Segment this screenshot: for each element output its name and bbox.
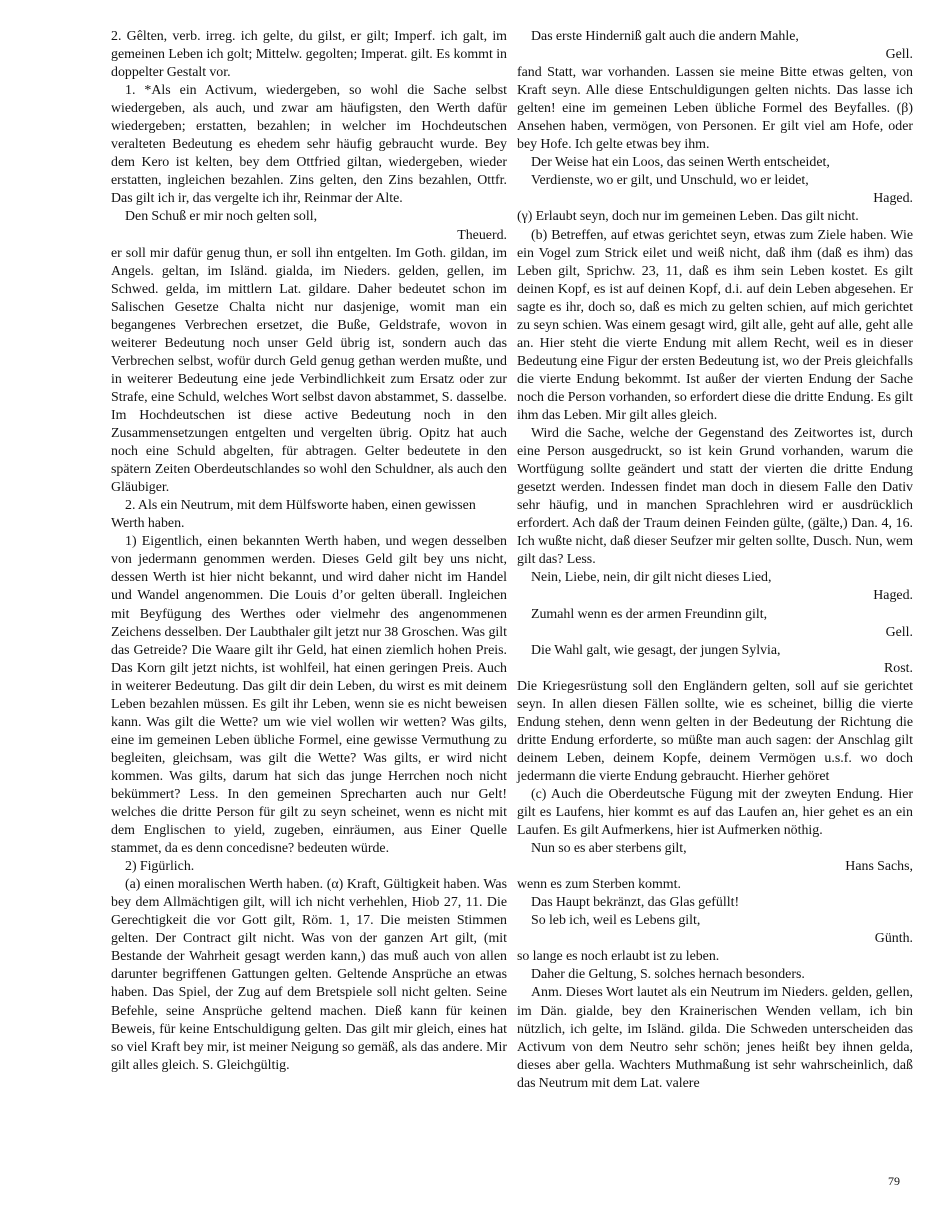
- source-attribution: Rost.: [884, 660, 913, 676]
- paragraph: Daher die Geltung, S. solches hernach besonders.: [531, 967, 805, 983]
- paragraph: fand Statt, war vorhanden. Lassen sie meine Bitte etwas gelten, von Kraft seyn. Alle diese Entschuldigungen gelten nichts. Das lasse ich gelten! eine im gemeinen Leben übliche Formel des Beyfalles. (β) Ansehen haben, vermögen, von Personen. Er gilt viel am Hofe, oder bey Hofe. Ich gelte etwas bey ihm.: [517, 65, 913, 153]
- paragraph: 2. Gêlten, verb. irreg. ich gelte, du gilst, er gilt; Imperf. ich galt, im gemeinen Leben ich golt; Mittelw. gegolten; Imperat. gilt. Es kommt in doppelter Gestalt vor.: [111, 29, 507, 81]
- verse-line: Nun so es aber sterbens gilt,: [531, 841, 687, 857]
- paragraph: Die Kriegesrüstung soll den Engländern gelten, soll auf sie gerichtet seyn. In allen diesen Fällen sollte, wie es scheinet, billig die vierte Endung stehen, denn wenn gelten in der Bedeutung der Richtung die dritte Endung erforderte, so müßte man auch sagen: der Anschlag gilt deinem Leben, deinem Kopfe, deinem Vermögen u.s.f. wo doch jedermann die vierte Endung gebraucht. Hierher gehöret: [517, 678, 913, 784]
- verse-line: Der Weise hat ein Loos, das seinen Werth entscheidet,: [531, 155, 830, 171]
- paragraph: wenn es zum Sterben kommt.: [517, 877, 681, 893]
- verse-line: Verdienste, wo er gilt, und Unschuld, wo er leidet,: [531, 173, 809, 189]
- source-attribution: Haged.: [873, 588, 913, 604]
- source-attribution: Günth.: [874, 931, 913, 947]
- verse-line: Nein, Liebe, nein, dir gilt nicht dieses Lied,: [531, 570, 772, 586]
- verse-line: Die Wahl galt, wie gesagt, der jungen Sylvia,: [531, 642, 781, 658]
- verse-line: Das Haupt bekränzt, das Glas gefüllt!: [531, 895, 740, 911]
- verse-line: Das erste Hinderniß galt auch die andern Mahle,: [531, 29, 799, 44]
- source-attribution: Hans Sachs,: [845, 859, 913, 875]
- paragraph: 2) Figürlich.: [125, 859, 195, 875]
- left-column: [111, 28, 507, 1075]
- right-column: [517, 28, 913, 1093]
- paragraph: 1) Eigentlich, einen bekannten Werth haben, und wegen desselben von jedermann genommen werden. Dieses Geld gilt bey uns nicht, dessen Werth ist hier nicht bekannt, und wird daher nicht im Handel und Wandel angenommen. Die Louis d’or gelten überall. Ingleichen mit Beyfügung des Werthes oder vielmehr des angenommenen Zeichens desselben. Der Laubthaler gilt jetzt nur 38 Groschen. Was gilt das Getreide? Die Waare gilt ihr Geld, hat einen ziemlich hohen Preis. Das Korn gilt jetzt nichts, ist wohlfeil, hat einen geringen Preis. Auch in weiterer Bedeutung. Das gilt dir dein Leben, du wirst es mit deinem Leben bezahlen müssen. Es gilt ihr Leben, wenn sie es nicht beweisen kann. Was gilt die Wette? um wie viel wollen wir wetten? Was gilts, eine im gemeinen Leben übliche Formel, eine gewisse Vermuthung zu begleiten, gleichsam, was gilt die Wette? Was gilts, er wird nicht kommen. Was gilts, darum hat sich das junge Herrchen noch nicht bekümmert? Less. In den gemeinen Sprecharten auch nur Gelt! welches die dritte Person für gilt zu seyn scheinet, wenn es nicht mit dem Englischen to yield, zugeben, einräumen, aus Einer Quelle stammet, da es denn concedisne? bedeuten würde.: [111, 534, 507, 857]
- paragraph: (c) Auch die Oberdeutsche Fügung mit der zweyten Endung. Hier gilt es Laufens, hier kommt es auf das Laufen an, hier gehet es an ein Laufen. Es gilt Aufmerkens, hier ist Aufmerken nöthig.: [517, 786, 913, 839]
- verse-line: Den Schuß er mir noch gelten soll,: [125, 209, 318, 225]
- source-attribution: Gell.: [885, 47, 913, 63]
- paragraph: so lange es noch erlaubt ist zu leben.: [517, 949, 720, 965]
- source-attribution: Theuerd.: [457, 227, 507, 243]
- verse-line: So leb ich, weil es Lebens gilt,: [531, 913, 701, 929]
- verse-line: Zumahl wenn es der armen Freundinn gilt,: [531, 606, 768, 622]
- paragraph: er soll mir dafür genug thun, er soll ihn entgelten. Im Goth. gildan, im Angels. geltan, im Isländ. gialda, im Nieders. gelden, gellen, im Schwed. gelda, im mittlern Lat. gildare. Daher bedeutet schon im Salischen Gesetze Chalta nicht nur dasjenige, womit man ein begangenes Verbrechen ersetzet, die Buße, Geldstrafe, wovon in weiterer Bedeutung noch unser Geld übrig ist, sondern auch das Verbrechen selbst, wofür durch Geld genug gethan werden mußte, und in weiterer Bedeutung eine jede Verbindlichkeit zum Ersatz oder zur Strafe, eine Schuld, welches Wort selbst davon abstammet, S. dasselbe. Im Hochdeutschen ist diese active Bedeutung noch in den Zusammensetzungen entgelten und vergelten übrig. Opitz hat auch noch eine Schuld abgelten, für abtragen. Gelter bedeutete in den spätern Zeiten Oberdeutschlandes so wohl den Schuldner, als auch den Gläubiger.: [111, 245, 507, 496]
- paragraph: Anm. Dieses Wort lautet als ein Neutrum im Nieders. gelden, gellen, im Dän. gialde, bey den Krainerischen Wenden vellam, ich bin nützlich, ich gelte, im Isländ. gilda. Die Schweden unterscheiden das Activum von dem Neutro sehr schön; jenes heißt bey ihnen gelda, dieses aber gella. Wachters Muthmaßung ist sehr wahrscheinlich, daß das Neutrum mit dem Lat. valere: [517, 985, 913, 1091]
- paragraph: (b) Betreffen, auf etwas gerichtet seyn, etwas zum Ziele haben. Wie ein Vogel zum Strick eilet und weiß nicht, daß ihm (daß es ihm) das Leben gilt, Sprichw. 23, 11, daß es ihm sein Leben kostet. Es gilt deinen Kopf, es ist auf deinen Kopf, d.i. auf dein Leben abgesehen. Er sagte es ihr, doch so, daß es mich zu gelten schien, auf mich gerichtet zu seyn schien. Was einem gesagt wird, gilt alle, geht auf alle, geht alle an. Hier steht die vierte Endung mit allem Recht, weil es in dieser Bedeutung eine Figur der ersten Bedeutung ist, wo der Preis gleichfalls die vierte Endung bekommt. Ist außer der vierten Endung der Sache noch die Person vorhanden, so erfordert diese die dritte Endung. Es gilt ihm das Leben. Mir gilt alles gleich.: [517, 227, 913, 423]
- source-attribution: Haged.: [873, 191, 913, 207]
- paragraph: (a) einen moralischen Werth haben. (α) Kraft, Gültigkeit haben. Was bey dem Allmächtigen gilt, will ich nicht verhehlen, Hiob 27, 11. Die Gerechtigkeit die vor Gott gilt, Röm. 1, 17. Die meisten Stimmen gelten. Der Contract gilt nicht. Was von der ganzen Art gilt, (mit Bestande der Wahrheit gesagt werden kann,) das muß auch von allen darunter begriffenen Gattungen gelten. Geltende Ansprüche an etwas haben. Das Spiel, der Zug auf dem Bretspiele soll nicht gelten. Seine Befehle, seine Ansprüche geltend machen. Dieß kann für keinen Beweis, für keine Entschuldigung gelten. Das gilt mir gleich, eines hat so viel Kraft bey mir, ist meiner Neigung so gemäß, als das andere. Mir gilt alles gleich. S. Gleichgültig.: [111, 877, 507, 1073]
- source-attribution: Gell.: [885, 624, 913, 640]
- paragraph: 1. *Als ein Activum, wiedergeben, so wohl die Sache selbst wiedergeben, als auch, und zwar am häufigsten, den Werth dafür wiedergeben; erstatten, bezahlen; in welcher im Hochdeutschen veralteten Bedeutung es ehedem sehr häufig gebraucht wurde. Bey dem Kero ist kelten, bey dem Ottfried giltan, wiedergeben, wieder erstatten, ingleichen bezahlen. Zins gelten, den Zins bezahlen, Ottfr. Das gilt ich ir, das vergelte ich ihr, Reinmar der Alte.: [111, 83, 507, 207]
- page-number: 79: [888, 1174, 900, 1188]
- paragraph: (γ) Erlaubt seyn, doch nur im gemeinen Leben. Das gilt nicht.: [517, 209, 859, 225]
- paragraph: Wird die Sache, welche der Gegenstand des Zeitwortes ist, durch eine Person ausgedruckt, so ist kein Grund vorhanden, warum die Wortfügung sollte geändert und statt der vierten die dritte Endung gesetzt werden. Indessen findet man doch in diesem Falle den Dativ sehr häufig, und in manchen Sprachlehren wird er ausdrücklich erfordert. Ach daß der Traum deinen Feinden gülte, (gälte,) Dan. 4, 16. Ich wußte nicht, daß dieser Seufzer mir gelten sollte, Dusch. Nun, wem gilt das? Less.: [517, 426, 913, 568]
- paragraph: 2. Als ein Neutrum, mit dem Hülfsworte haben, einen gewissen Werth haben.: [111, 498, 476, 532]
